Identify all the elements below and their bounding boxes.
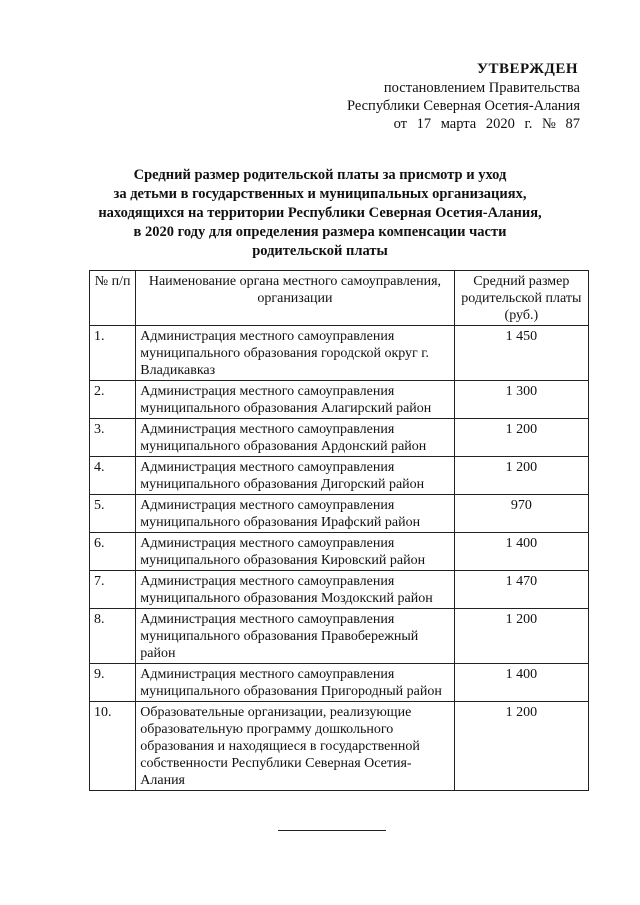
row-name: Администрация местного самоуправления муниципального образования Ардонский район [136,419,454,457]
table-row [90,495,589,533]
row-value: 970 [454,495,588,533]
approval-line-1: постановлением Правительства [383,80,580,96]
row-num: 1. [90,326,136,381]
row-name: Администрация местного самоуправления муниципального образования Алагирский район [136,381,454,419]
row-name: Администрация местного самоуправления муниципального образования Дигорский район [136,457,454,495]
approval-block [347,60,580,133]
table-row [90,609,589,664]
row-name: Администрация местного самоуправления муниципального образования Ирафский район [136,495,454,533]
row-name: Администрация местного самоуправления муниципального образования Правобережный район [136,609,454,664]
row-value: 1 400 [454,533,588,571]
title-line-4: в 2020 году для определения размера компенсации части [133,224,507,240]
row-num: 6. [90,533,136,571]
table-row [90,419,589,457]
row-name: Администрация местного самоуправления муниципального образования городской округ г. Владикавказ [136,326,454,381]
row-value: 1 200 [454,702,588,791]
document-title [95,166,545,261]
row-value: 1 470 [454,571,588,609]
approval-date-line: от 17 марта 2020 г. № 87 [393,116,580,132]
row-value: 1 300 [454,381,588,419]
closing-rule [278,830,386,831]
approval-heading: УТВЕРЖДЕН [477,61,578,77]
table-row [90,702,589,791]
row-num: 7. [90,571,136,609]
title-line-2: за детьми в государственных и муниципальных организациях, [113,186,527,202]
row-name: Администрация местного самоуправления муниципального образования Моздокский район [136,571,454,609]
fees-table [89,270,589,791]
header-num: № п/п [90,271,136,326]
row-value: 1 200 [454,457,588,495]
row-num: 9. [90,664,136,702]
row-name: Администрация местного самоуправления муниципального образования Пригородный район [136,664,454,702]
table-row [90,326,589,381]
title-line-3: находящихся на территории Республики Северная Осетия-Алания, [98,205,542,221]
row-name: Администрация местного самоуправления муниципального образования Кировский район [136,533,454,571]
table-row [90,664,589,702]
approval-line-2: Республики Северная Осетия-Алания [346,98,580,114]
table-header-row [90,271,589,326]
header-name: Наименование органа местного самоуправления, организации [136,271,454,326]
header-value: Средний размер родительской платы (руб.) [454,271,588,326]
row-num: 8. [90,609,136,664]
row-value: 1 200 [454,609,588,664]
table-row [90,533,589,571]
row-num: 3. [90,419,136,457]
table-row [90,571,589,609]
row-num: 10. [90,702,136,791]
title-line-5: родительской платы [252,243,388,259]
row-value: 1 200 [454,419,588,457]
title-line-1: Средний размер родительской платы за присмотр и уход [133,167,507,183]
table-row [90,457,589,495]
row-value: 1 450 [454,326,588,381]
row-num: 4. [90,457,136,495]
row-value: 1 400 [454,664,588,702]
row-num: 5. [90,495,136,533]
row-num: 2. [90,381,136,419]
row-name: Образовательные организации, реализующие образовательную программу дошкольного образования и находящиеся в государственной собственности Республики Северная Осетия-Алания [136,702,454,791]
table-row [90,381,589,419]
